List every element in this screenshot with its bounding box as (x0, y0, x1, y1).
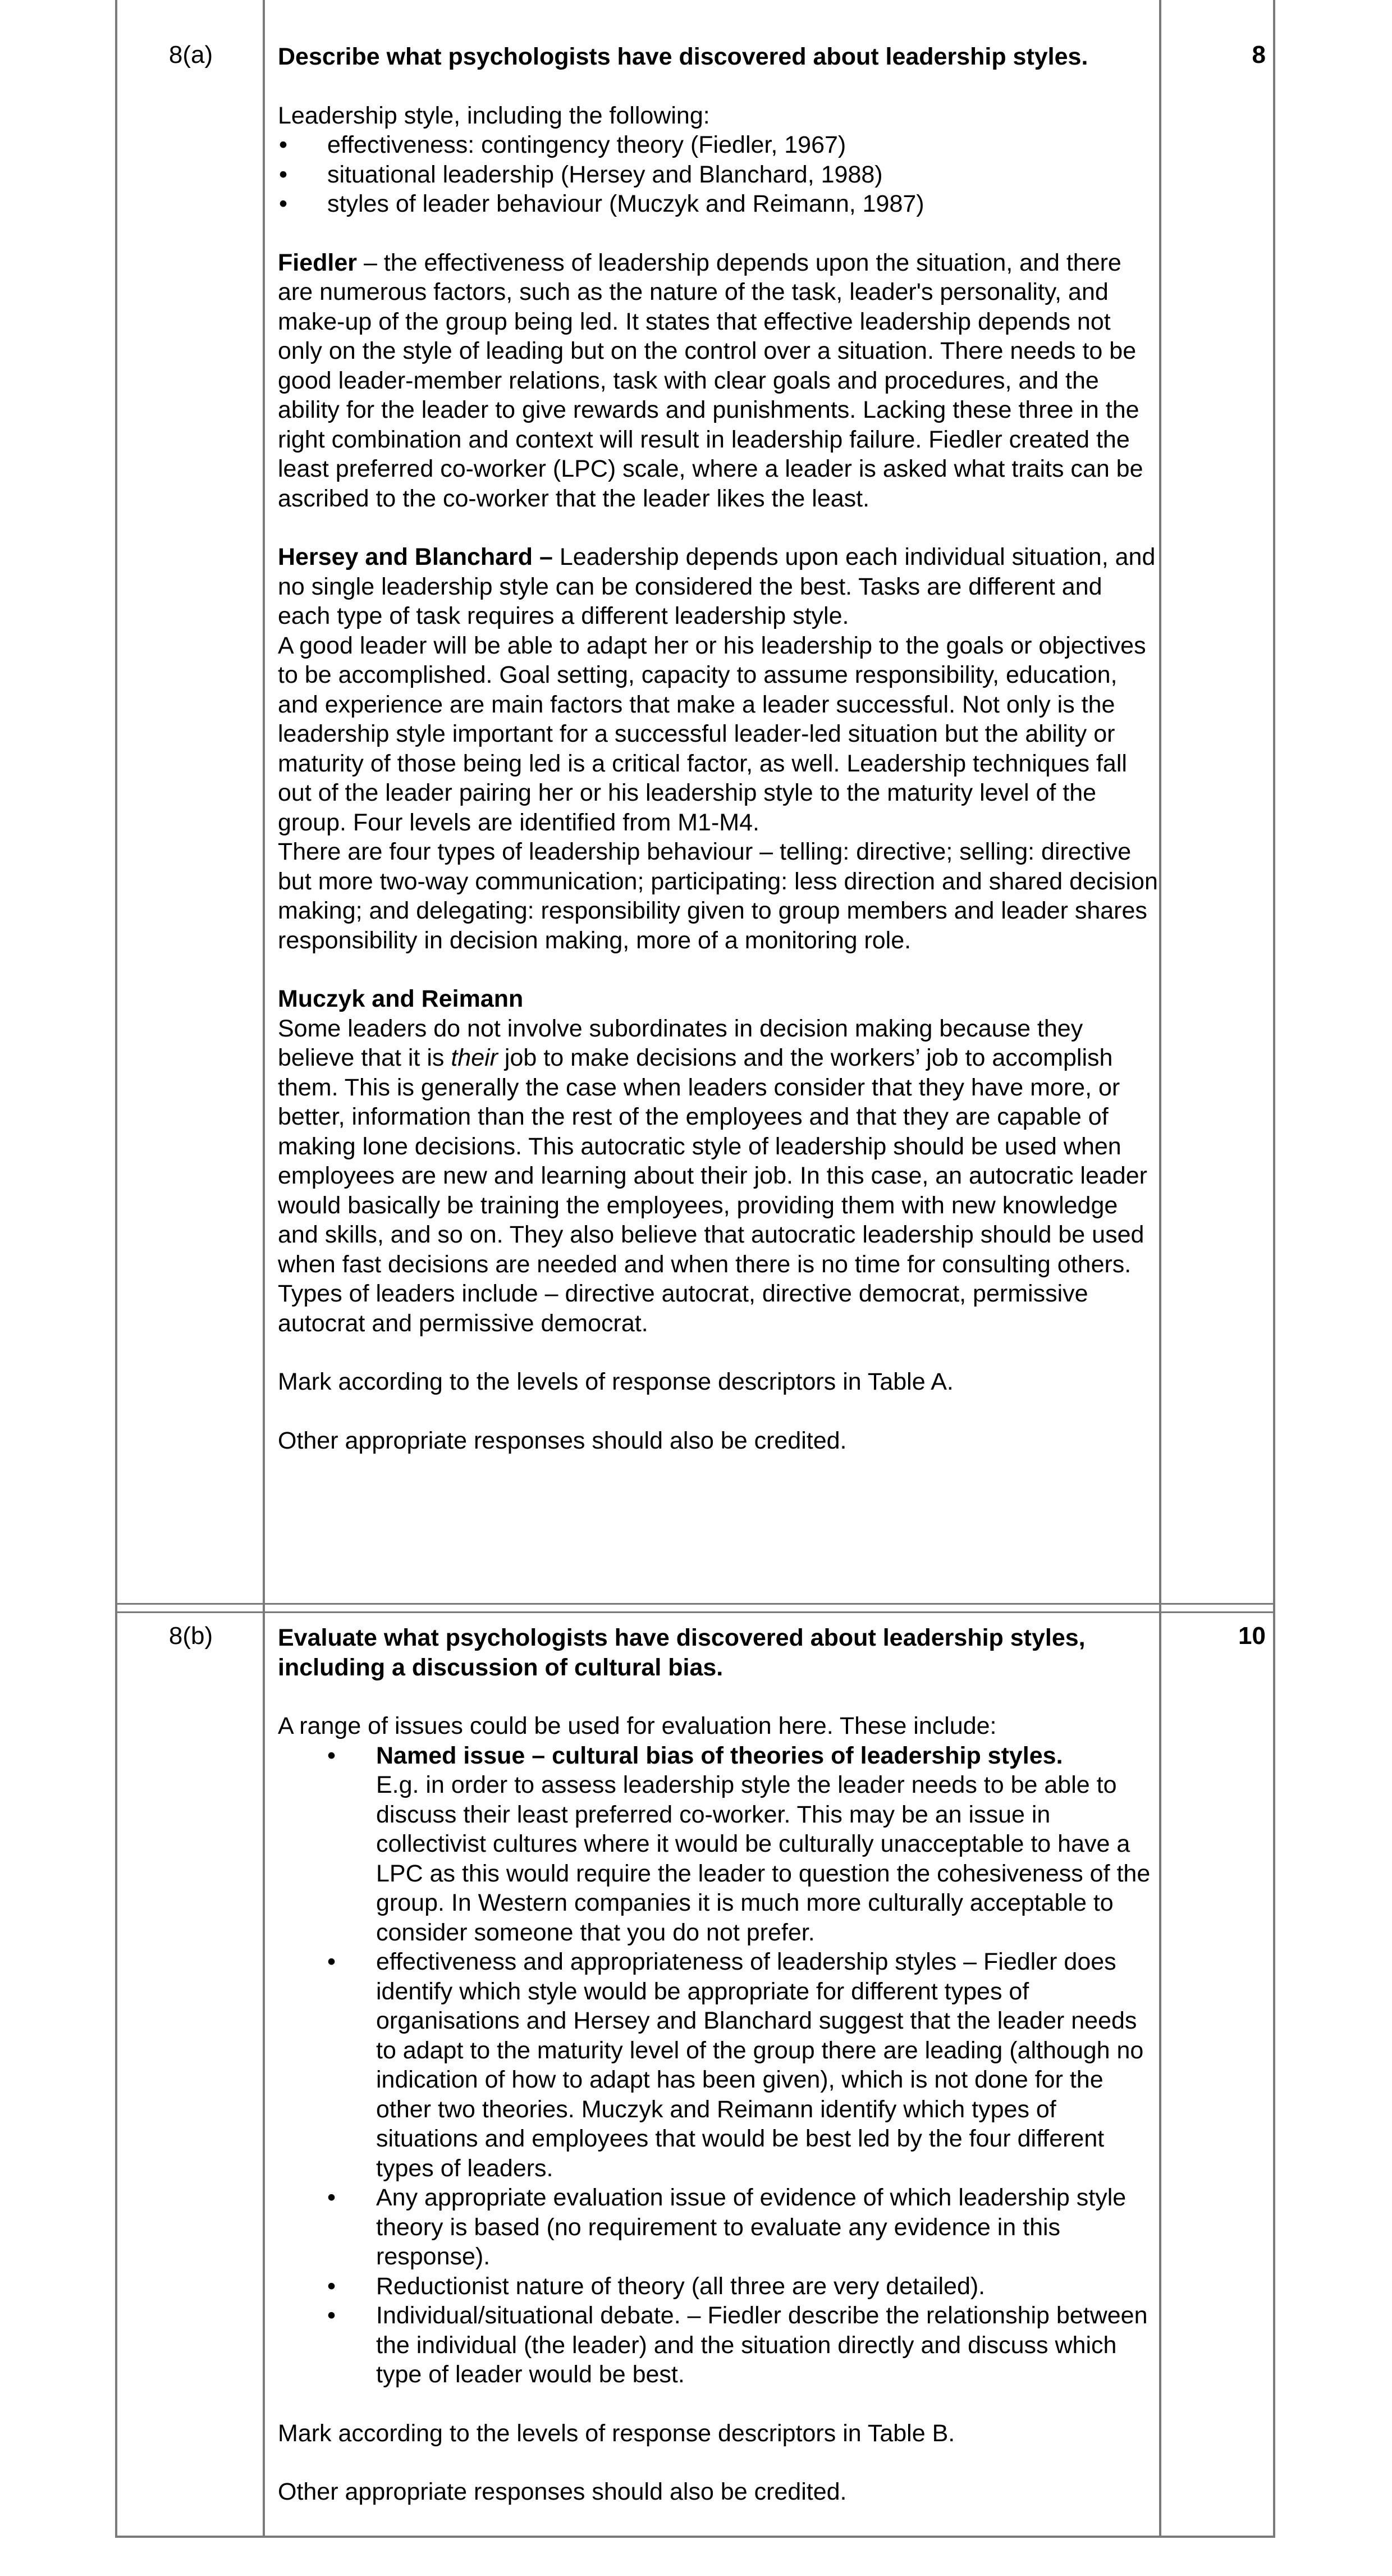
hersey-paragraph-2: A good leader will be able to adapt her or his leadership to the goals or objectives to be accomplished. Goal setting, capacity to assume responsibility, education, and experience are main factors that make a leader successful. Not only is the leadership style important for a successful leader-led situation but the ability or maturity of those being led is a critical factor, as well. Leadership techniques fall out of the leader pairing her or his leadership style to the maturity level of the group. Four levels are identified from M1-M4. (278, 632, 1146, 836)
answer-text (278, 42, 1159, 1455)
list-item: • effectiveness and appropriateness of leadership styles – Fiedler does identify which style would be appropriate for different types of organisations and Hersey and Blanchard suggest that the leader needs to adapt to the maturity level of the group there are leading (although no indication of how to adapt has been given), which is not done for the other two theories. Muczyk and Reimann identify which types of situations and employees that would be best led by the four different types of leaders. (278, 1947, 1159, 2183)
other-note: Other appropriate responses should also be credited. (278, 2478, 847, 2505)
mark-note: Mark according to the levels of response descriptors in Table B. (278, 2419, 955, 2447)
row-divider (115, 1603, 1275, 1605)
marks-value: 8 (1252, 41, 1266, 68)
hersey-text: Leadership depends upon each individual situation, and no single leadership style can be considered the best. Tasks are different and each type of task requires a different leadership style. (278, 543, 1156, 629)
intro-text: Leadership style, including the following: (278, 102, 710, 129)
list-item: • Reductionist nature of theory (all three are very detailed). (278, 2272, 1159, 2301)
list-item: • Individual/situational debate. – Fiedler describe the relationship between the individual (the leader) and the situation directly and discuss which type of leader would be best. (278, 2301, 1159, 2390)
fiedler-paragraph (278, 248, 1159, 514)
answer-text (278, 1623, 1159, 2507)
column-divider (263, 0, 265, 2538)
question-number: 8(a) (168, 41, 213, 68)
fiedler-text: – the effectiveness of leadership depends upon the situation, and there are numerous factors, such as the nature of the task, leader's personality, and make-up of the group being led. It states that effective leadership depends not only on the style of leading but on the control over a situation. There needs to be good leader-member relations, task with clear goals and procedures, and the ability for the leader to give rewards and punishments. Lacking these three in the right combination and context will result in leadership failure. Fiedler created the least preferred co-worker (LPC) scale, where a leader is asked what traits can be ascribed to the co-worker that the leader likes the least. (278, 249, 1143, 512)
list-item: • effectiveness: contingency theory (Fiedler, 1967) (278, 130, 1159, 160)
hersey-paragraph (278, 542, 1159, 631)
list-item: • styles of leader behaviour (Muczyk and Reimann, 1987) (278, 189, 1159, 219)
column-divider (1159, 0, 1161, 2538)
muczyk-label: Muczyk and Reimann (278, 985, 524, 1012)
row-divider (115, 1611, 1275, 1613)
hersey-paragraph-3: There are four types of leadership behaviour – telling: directive; selling: directive but more two-way communication; participating: less direction and shared decision making; and delegating: responsibility given to group members and leader shares responsibility in decision making, more of a monitoring role. (278, 838, 1158, 954)
question-heading: Describe what psychologists have discovered about leadership styles. (278, 43, 1088, 70)
intro-text: A range of issues could be used for evaluation here. These include: (278, 1712, 997, 1739)
mark-note: Mark according to the levels of response descriptors in Table A. (278, 1368, 954, 1395)
muczyk-paragraph (278, 1014, 1159, 1339)
marks-value: 10 (1238, 1622, 1266, 1650)
muczyk-text-cont: job to make decisions and the workers’ job to accomplish them. This is generally the case when leaders consider that they have more, or better, information than the rest of the employees and that they are capable of making lone decisions. This autocratic style of leadership should be used when employees are new and learning about their job. In this case, an autocratic leader would basically be training the employees, providing them with new knowledge and skills, and so on. They also believe that autocratic leadership should be used when fast decisions are needed and when there is no time for consulting others. Types of leaders include – directive autocrat, directive democrat, permissive autocrat and permissive democrat. (278, 1044, 1147, 1337)
question-number: 8(b) (168, 1622, 213, 1650)
named-issue-label: Named issue – cultural bias of theories of leadership styles. (376, 1742, 1063, 1769)
bullet-list (278, 1741, 1159, 2390)
other-note: Other appropriate responses should also be credited. (278, 1427, 847, 1454)
question-heading: Evaluate what psychologists have discovered about leadership styles, including a discussion of cultural bias. (278, 1624, 1086, 1681)
hersey-label: Hersey and Blanchard – (278, 543, 553, 570)
list-item: • situational leadership (Hersey and Blanchard, 1988) (278, 160, 1159, 190)
bullet-list (278, 130, 1159, 219)
list-item (278, 1741, 1159, 1948)
muczyk-emphasis: their (451, 1044, 498, 1071)
named-issue-text: E.g. in order to assess leadership style the leader needs to be able to discuss their least preferred co-worker. This may be an issue in collectivist cultures where it would be culturally unacceptable to have a LPC as this would require the leader to question the cohesiveness of the group. In Western companies it is much more culturally acceptable to consider someone that you do not prefer. (376, 1771, 1151, 1946)
muczyk-text: Some leaders do not involve subordinates in decision making because they believe that it is (278, 1015, 1083, 1071)
list-item: • Any appropriate evaluation issue of evidence of which leadership style theory is based (no requirement to evaluate any evidence in this response). (278, 2183, 1159, 2272)
fiedler-label: Fiedler (278, 249, 357, 276)
